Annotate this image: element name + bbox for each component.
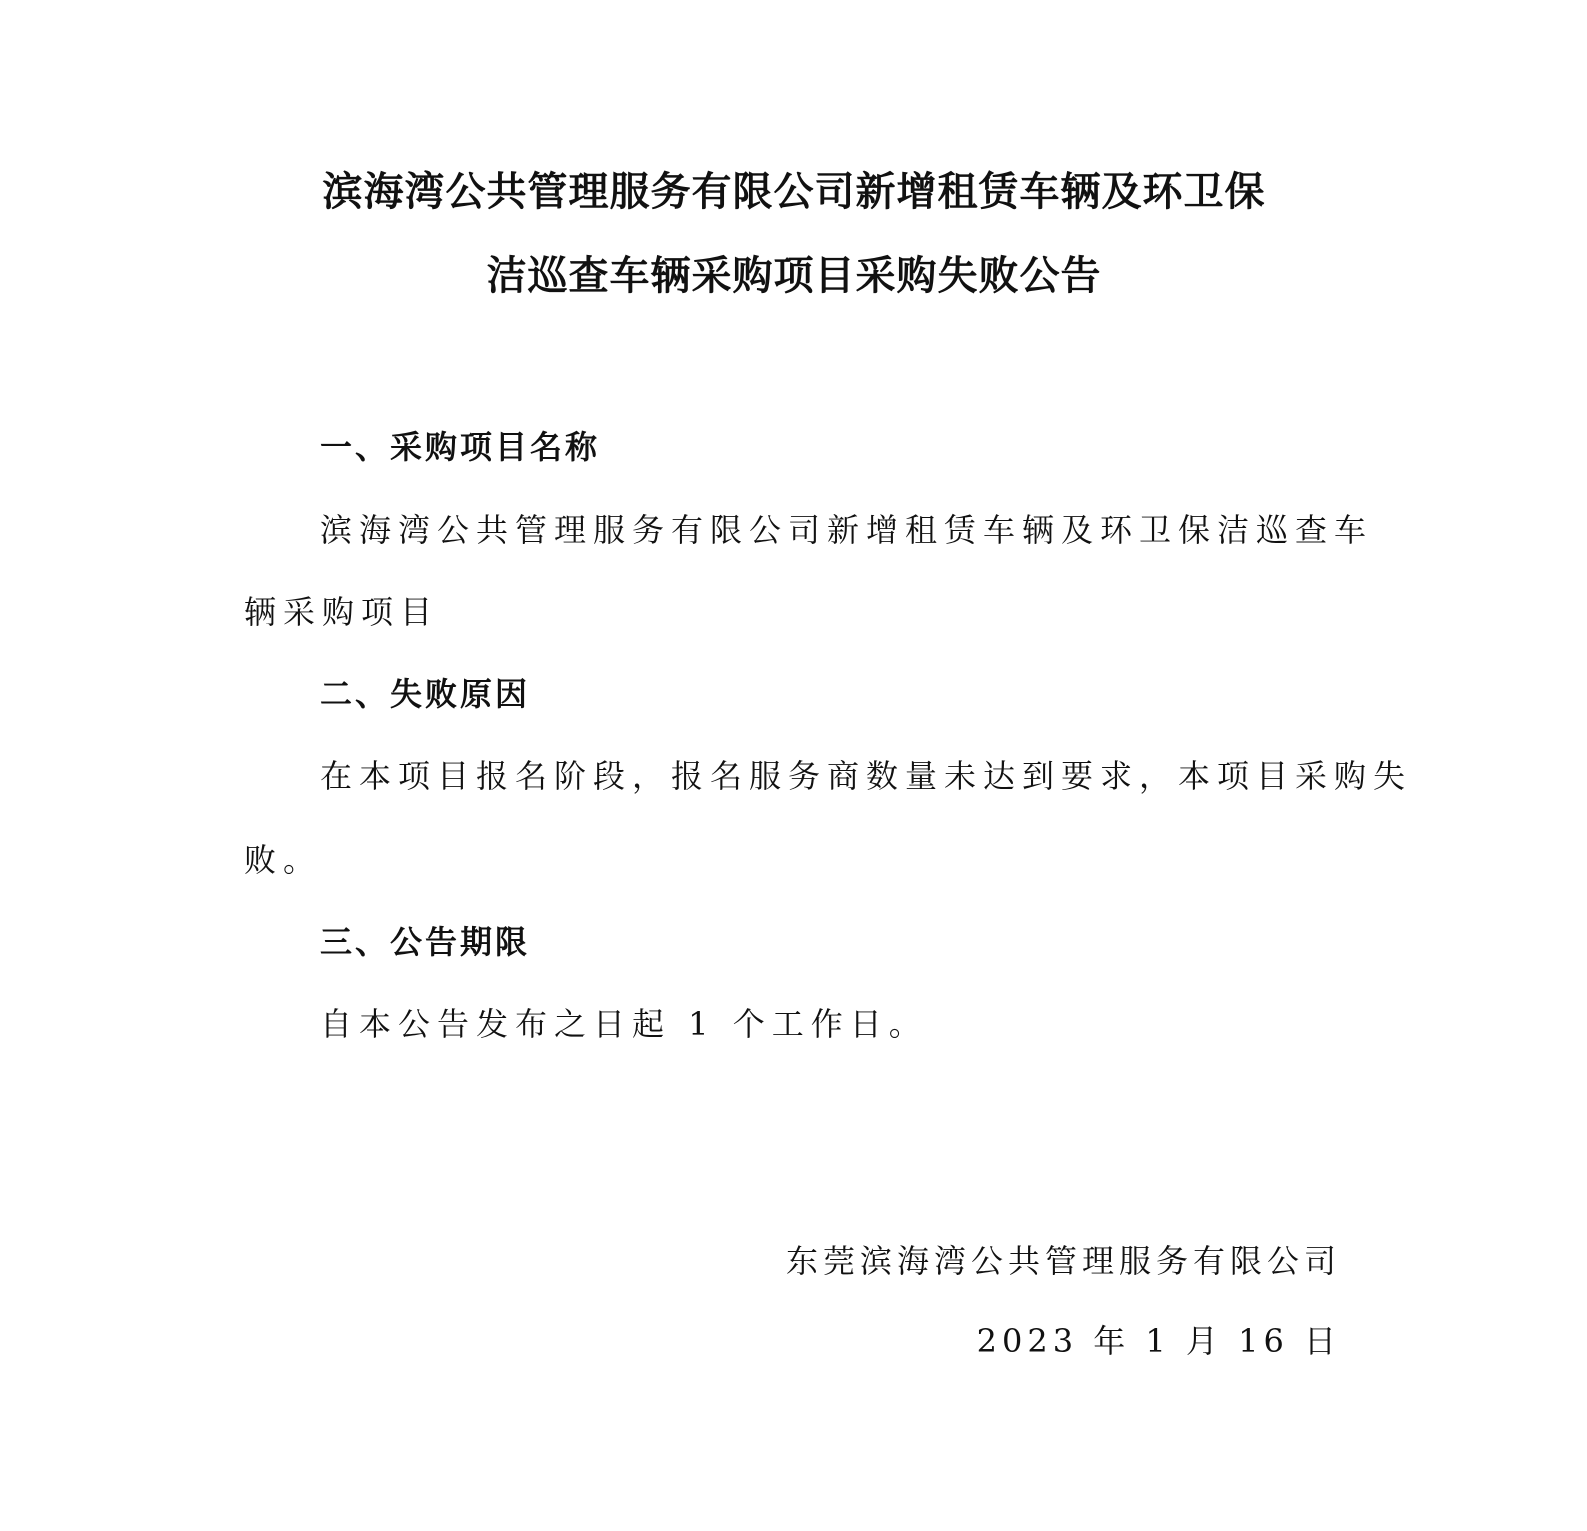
- section-1-body-line-2: 辆采购项目: [244, 593, 440, 631]
- document-title-line-2: 洁巡查车辆采购项目采购失败公告: [486, 253, 1102, 299]
- section-3-heading: 三、公告期限: [320, 923, 531, 961]
- section-3-body-line-1: 自本公告发布之日起 1 个工作日。: [320, 1005, 928, 1043]
- section-2-body-line-1: 在本项目报名阶段，报名服务商数量未达到要求，本项目采购失: [320, 757, 1413, 795]
- signature-date: 2023 年 1 月 16 日: [976, 1322, 1341, 1360]
- section-1-heading: 一、采购项目名称: [320, 428, 601, 466]
- signature-company: 东莞滨海湾公共管理服务有限公司: [785, 1242, 1341, 1280]
- section-2-heading: 二、失败原因: [320, 675, 531, 713]
- section-2-body-line-2: 败。: [244, 841, 323, 879]
- document-title-line-1: 滨海湾公共管理服务有限公司新增租赁车辆及环卫保: [322, 169, 1266, 215]
- section-1-body-line-1: 滨海湾公共管理服务有限公司新增租赁车辆及环卫保洁巡查车: [320, 511, 1374, 549]
